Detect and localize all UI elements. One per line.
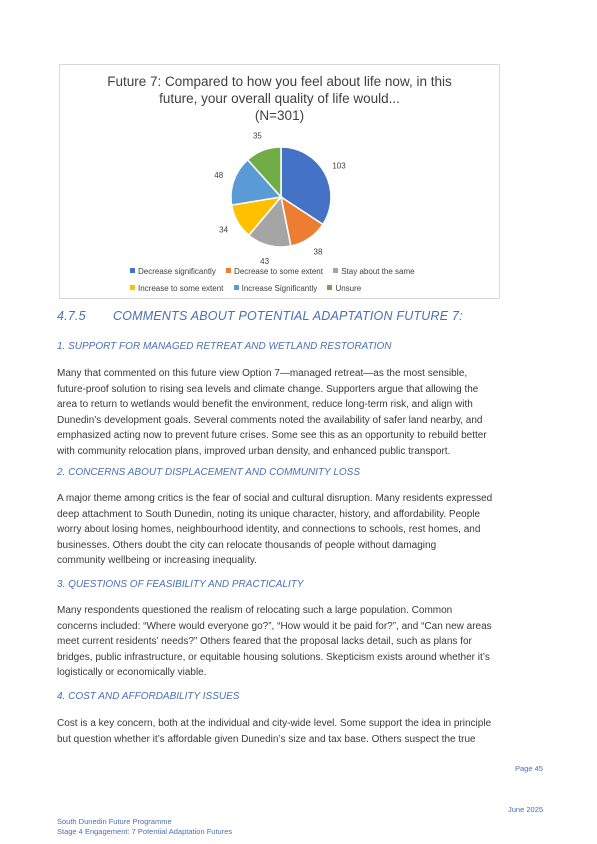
- footer: [57, 817, 232, 837]
- legend-label: Unsure: [335, 284, 362, 293]
- text-line: area to return to wetlands would benefit the environment, reduce long-term risk, and align with: [57, 399, 473, 410]
- legend-item: [327, 284, 361, 293]
- legend-item: [130, 284, 223, 293]
- paragraph: [57, 716, 547, 747]
- text-line: deep attachment to South Dunedin, noting its unique character, history, and affordability. People: [57, 508, 481, 520]
- legend-label: Decrease significantly: [138, 267, 216, 276]
- subsection-heading: 1. SUPPORT FOR MANAGED RETREAT AND WETLAND RESTORATION: [57, 341, 392, 352]
- legend-swatch: [234, 285, 239, 290]
- text-line: concerns included: “Where would everyone go?”, “How would it be paid for?”, and “Can new areas: [57, 620, 492, 632]
- text-line: emphasized acting now to prevent future crises. Some see this as an opportunity to rebuild better: [57, 430, 487, 441]
- text-line: Cost is a key concern, both at the individual and city-wide level. Some support the idea in principle: [57, 718, 492, 729]
- legend-swatch: [130, 285, 135, 290]
- text-line: with community relocation plans, improved urban density, and enhanced public transport.: [57, 445, 451, 457]
- legend-label: Stay about the same: [341, 267, 415, 276]
- legend-item: [226, 267, 323, 276]
- section-title: COMMENTS ABOUT POTENTIAL ADAPTATION FUTURE 7:: [113, 309, 463, 323]
- text-line: Many that commented on this future view Option 7—managed retreat—as the most sensible,: [57, 368, 468, 379]
- legend-label: Decrease to some extent: [234, 267, 323, 276]
- pie-svg: [60, 65, 499, 298]
- text-line: Many respondents questioned the realism of relocating such a large population. Common: [57, 605, 453, 616]
- pie-chart: [59, 64, 500, 299]
- text-line: but question whether it’s affordable given Dunedin’s size and tax base. Others suspect the true: [57, 733, 476, 745]
- paragraph: [57, 491, 547, 569]
- data-label: 103: [332, 161, 346, 171]
- paragraph: [57, 366, 547, 459]
- footer-line: Stage 4 Engagement: 7 Potential Adaptation Futures: [57, 827, 233, 836]
- legend-label: Increase Significantly: [241, 284, 318, 293]
- legend-item: [234, 284, 318, 293]
- legend-label: Increase to some extent: [138, 284, 224, 293]
- data-label: 38: [313, 247, 323, 257]
- text-line: meet current residents’ needs?” Others feared that the proposal lacks detail, such as plans for: [57, 636, 472, 647]
- legend-row-2: [130, 284, 369, 293]
- subsection-heading: 4. COST AND AFFORDABILITY ISSUES: [57, 691, 240, 702]
- paragraph: [57, 603, 547, 681]
- document-date: June 2025: [508, 805, 544, 814]
- legend-item: [333, 267, 414, 276]
- subsection-heading: 3. QUESTIONS OF FEASIBILITY AND PRACTICALITY: [57, 579, 304, 590]
- chart-title-line: (N=301): [254, 108, 305, 123]
- text-line: bridges, public infrastructure, or equitable housing solutions. Skepticism exists around whether it’s: [57, 651, 490, 663]
- section-heading: [57, 309, 463, 323]
- page-number: Page 45: [515, 764, 543, 773]
- text-line: community wellbeing or increasing inequality.: [57, 555, 257, 566]
- text-line: businesses. Others doubt the city can relocate thousands of people without damaging: [57, 539, 437, 551]
- chart-title-line: Future 7: Compared to how you feel about life now, in this: [107, 74, 452, 89]
- data-label: 48: [214, 171, 224, 181]
- legend-swatch: [226, 268, 231, 273]
- footer-line: South Dunedin Future Programme: [57, 817, 172, 826]
- section-number: 4.7.5: [57, 309, 86, 323]
- data-label: 43: [260, 256, 270, 266]
- subsection-heading: 2. CONCERNS ABOUT DISPLACEMENT AND COMMUNITY LOSS: [57, 467, 361, 478]
- chart-title-line: future, your overall quality of life would...: [159, 91, 400, 106]
- text-line: future-proof solution to rising sea levels and climate change. Supporters argue that allowing the: [57, 383, 479, 395]
- text-line: A major theme among critics is the fear of social and cultural disruption. Many residents expressed: [57, 493, 493, 504]
- text-line: logistically or economically viable.: [57, 667, 207, 678]
- legend-swatch: [327, 285, 332, 290]
- legend-row-1: [130, 267, 423, 276]
- text-line: worry about losing homes, neighbourhood identity, and connections to schools, rest homes, and: [57, 524, 481, 535]
- legend-item: [130, 267, 216, 276]
- data-label: 35: [252, 131, 262, 141]
- text-line: Dunedin’s development goals. Several comments noted the availability of safer land nearby, and: [57, 414, 483, 426]
- data-label: 34: [219, 225, 229, 235]
- legend-swatch: [130, 268, 135, 273]
- legend-swatch: [333, 268, 338, 273]
